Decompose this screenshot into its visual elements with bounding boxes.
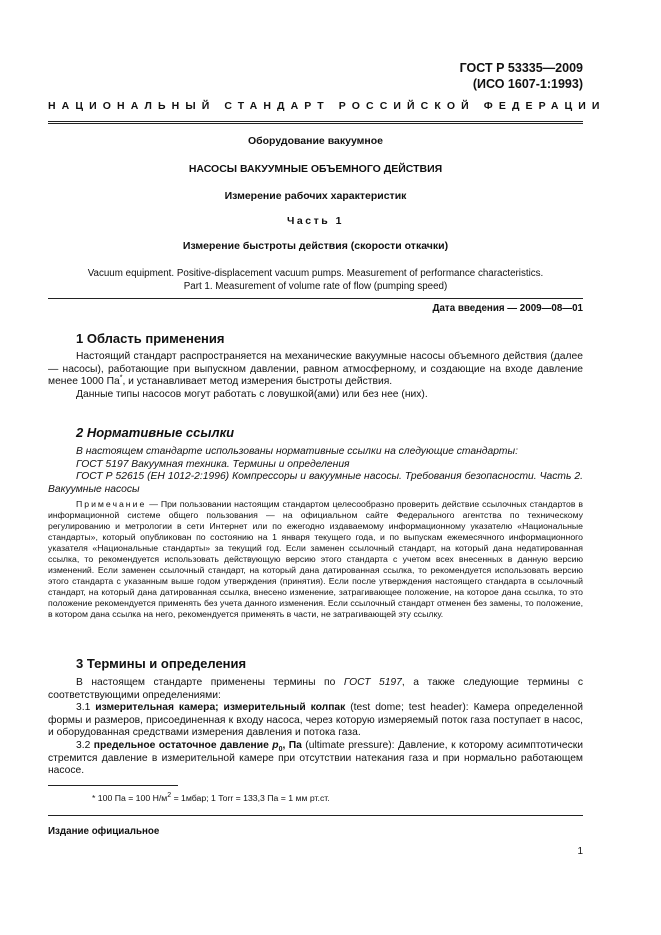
page-number: 1 (577, 846, 583, 857)
references-note (48, 499, 583, 620)
term-3-2-symbol: p (272, 739, 279, 751)
section-2-heading: 2 Нормативные ссылки (76, 425, 235, 440)
reference-gost-r-52615: ГОСТ Р 52615 (ЕН 1012-2:1996) Компрессоры и вакуумные насосы. Требования безопасности. Часть 2. Вакуумные насосы (48, 471, 583, 495)
terms-reference: ГОСТ 5197 (343, 677, 402, 688)
introduction-date: Дата введения — 2009—08—01 (432, 303, 583, 314)
term-3-2: 3.2 предельное остаточное давление $p_0$, Па (ultimate pressure): Давление, к которому асимптотически стремится давление в измерительной камере при отсутствии натекания газа и при нормально работающем насосе. (48, 739, 583, 777)
section-1-body (48, 351, 583, 401)
term-3-1: 3.1 измерительная камера; измерительный колпак (test dome; test header): Камера определенной формы и размеров, присоединенная к входу насоса, через которую измеряемый поток газа поступает в насос, и оборудованная средствами измерения давления и потока газа. (48, 702, 583, 739)
section-3-heading: 3 Термины и определения (76, 656, 247, 671)
english-title-line-2: Part 1. Measurement of volume rate of flow (pumping speed) (183, 281, 448, 292)
title-rule (48, 298, 583, 299)
section-2-body (48, 446, 583, 496)
term-3-2-name: предельное остаточное давление (93, 739, 273, 751)
equipment-group: Оборудование вакуумное (247, 135, 384, 147)
section-3-body (48, 677, 583, 778)
trap-paragraph: Данные типы насосов могут работать с ловушкой(ами) или без нее (них). (76, 388, 428, 400)
footnote-rule (48, 785, 178, 786)
terms-intro: В настоящем стандарте применены термины по ГОСТ 5197, а также следующие термины с соответствующими определениями: (48, 677, 583, 701)
footnote: * 100 Па = 100 $Н/м^2$ = 1мбар; 1 Torr = 133,3 Па = 1 мм рт.ст. (92, 792, 330, 803)
official-edition-label: Издание официальное (48, 826, 160, 837)
part-title: Измерение быстроты действия (скорости откачки) (182, 240, 449, 252)
document-title: НАСОСЫ ВАКУУМНЫЕ ОБЪЕМНОГО ДЕЙСТВИЯ (188, 163, 443, 175)
reference-gost-5197: ГОСТ 5197 Вакуумная техника. Термины и определения (76, 458, 350, 470)
iso-number: (ИСО 1607-1:1993) (472, 77, 583, 91)
note-label: Примечание (76, 499, 147, 509)
footer-rule (48, 815, 583, 816)
standard-designation (460, 60, 583, 92)
national-standard-banner: НАЦИОНАЛЬНЫЙ СТАНДАРТ РОССИЙСКОЙ ФЕДЕРАЦИИ (48, 100, 606, 112)
section-1-heading: 1 Область применения (76, 331, 225, 346)
english-title-line-1: Vacuum equipment. Positive-displacement vacuum pumps. Measurement of performance characteristics. (87, 268, 544, 279)
standard-number: ГОСТ Р 53335—2009 (459, 61, 583, 75)
scope-paragraph: Настоящий стандарт распространяется на механические вакуумные насосы объемного действия (далее — насосы), работающие при выпускном давлении, равном атмосферному, и создающие на входе давление менее 1000 Па*, и устанавливает метод измерения быстроты действия. (48, 351, 583, 388)
note-text: — При пользовании настоящим стандартом целесообразно проверить действие ссылочных стандартов в информационной системе общего пользования — на официальном сайте Федерального агентства по техническому регулированию и метрологии в сети Интернет или по ежегодно издаваемому информационному указателю «Национальные стандарты», который опубликован по состоянию на 1 января текущего года, и по выпускам ежемесячного информационного указателя «Национальные стандарты» за текущий год. Если заменен ссылочный стандарт, на который дана недатированная ссылка, то рекомендуется использовать действующую версию этого стандарта с учетом всех внесенных в данную версию изменений. Если заменен ссылочный стандарт, на который дана датированная ссылка, то рекомендуется использовать версию этого стандарта с указанным выше годом утверждения (принятия). Если после утверждения настоящего стандарта в ссылочный стандарт, на который дана датированная ссылка, внесено изменение, затрагивающее положение, на которое дана ссылка, то это положение рекомендуется применять без учета данного изменения. Если ссылочный стандарт отменен без замены, то положение, в котором дана ссылка на него, рекомендуется применять в части, не затрагивающей эту ссылку. (48, 499, 583, 619)
header-rule-bottom (48, 123, 583, 124)
english-title (48, 267, 583, 293)
term-3-1-name: измерительная камера; измерительный колпак (95, 702, 346, 714)
footnote-mark: * (119, 374, 123, 382)
part-label: Часть 1 (287, 215, 344, 227)
header-rule-top (48, 121, 583, 122)
references-intro: В настоящем стандарте использованы нормативные ссылки на следующие стандарты: (76, 446, 518, 457)
document-subtitle: Измерение рабочих характеристик (224, 190, 407, 202)
